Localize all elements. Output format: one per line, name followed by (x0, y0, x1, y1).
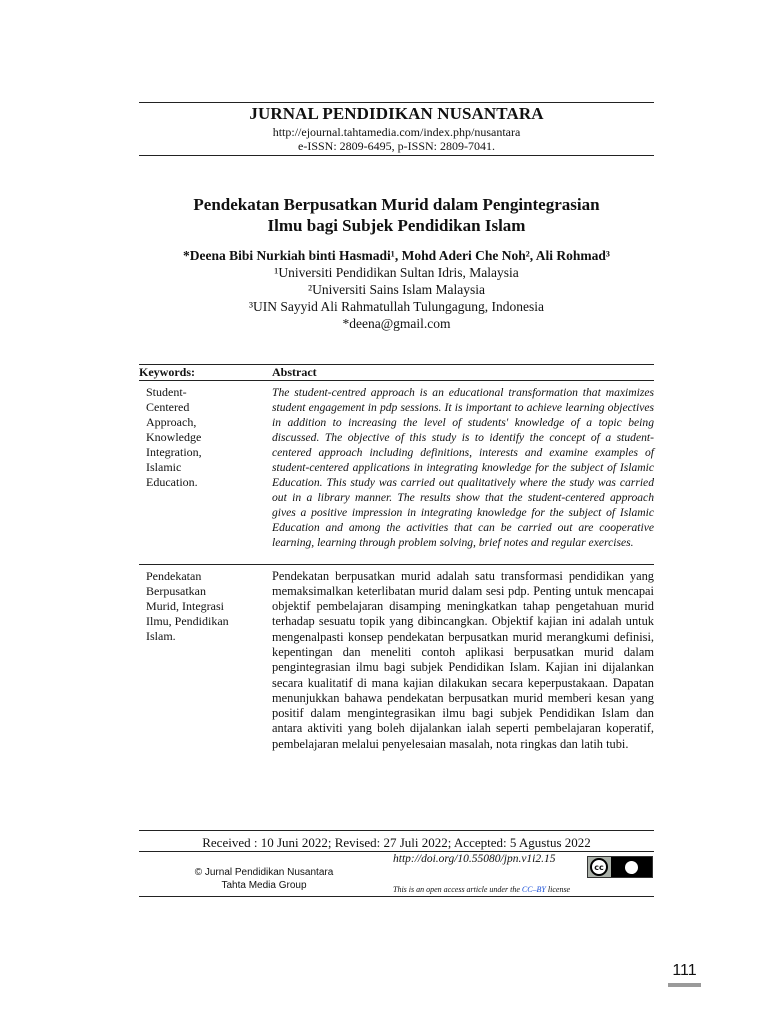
keyword-line: Murid, Integrasi (146, 598, 224, 613)
keyword-line: Education. (146, 475, 198, 489)
received-bottom-rule (139, 851, 654, 852)
keyword-line: Approach, (146, 415, 197, 429)
license-suffix: license (545, 885, 571, 894)
article-title-line: Ilmu bagi Subjek Pendidikan Islam (267, 216, 526, 235)
publisher-name: Tahta Media Group (221, 880, 307, 891)
page-number: 111 (672, 962, 697, 979)
affiliation: ²Universiti Sains Islam Malaysia (308, 282, 485, 297)
table-row-malay (139, 564, 654, 752)
corresponding-email[interactable]: *deena@gmail.com (342, 316, 451, 331)
license-link[interactable]: CC–BY (521, 885, 546, 894)
abstract-header: Abstract (272, 365, 317, 379)
keyword-line: Islamic (146, 460, 182, 474)
keyword-line: Centered (146, 400, 190, 414)
keyword-line: Ilmu, Pendidikan (146, 613, 229, 628)
abstract-malay: Pendekatan berpusatkan murid adalah satu transformasi pendidikan yang memaksimalkan keterlibatan murid dalam sesi pdp. Penting untuk mencapai objektif pembelajaran disamping meningkatkan tahap pengetahuan murid terhadap sesuatu topik yang dibincangkan. Objektif kajian ini adalah untuk mengenalpasti konsep pendekatan berpusatkan murid merangkumi definisi, kepentingan dan meneliti contoh aplikasi berpusatkan murid dalam pengintegrasian ilmu bagi subjek Pendidikan Islam. Kajian ini dijalankan secara kualitatif di mana kajian dilakukan secara keperpustakaan. Dapatan menunjukkan bahawa pendekatan berpusatkan murid memberi kesan yang positif dalam mengintegrasikan ilmu bagi subjek Pendidikan Islam dan antara aktiviti yang boleh dijalankan ialah seperti pembelajaran koperatif, pembelajaran melalui penyelesaian masalah, nota ringkas dan latih tubi. (272, 564, 654, 752)
affiliation: ¹Universiti Pendidikan Sultan Idris, Malaysia (274, 265, 519, 280)
page-number-bar (668, 983, 701, 987)
keyword-line: Islam. (146, 628, 176, 643)
keywords-malay (139, 564, 272, 752)
author-names: *Deena Bibi Nurkiah binti Hasmadi¹, Mohd Aderi Che Noh², Ali Rohmad³ (183, 248, 610, 263)
table-spacer-row (139, 550, 654, 564)
attribution-person-icon (625, 861, 638, 874)
keyword-line: Berpusatkan (146, 583, 206, 598)
cc-icon: cc (590, 858, 608, 876)
table-row-english (139, 381, 654, 551)
author-block (139, 247, 654, 332)
footer-bottom-rule (139, 896, 654, 897)
article-title (139, 194, 654, 236)
journal-url[interactable]: http://ejournal.tahtamedia.com/index.php/nusantara (272, 125, 521, 139)
affiliation: ³UIN Sayyid Ali Rahmatullah Tulungagung, Indonesia (248, 299, 545, 314)
keywords-english (139, 381, 272, 551)
article-title-line: Pendekatan Berpusatkan Murid dalam Pengintegrasian (193, 195, 600, 214)
journal-title: JURNAL PENDIDIKAN NUSANTARA (249, 104, 544, 123)
header-top-rule (139, 102, 654, 103)
keywords-header: Keywords: (139, 365, 195, 379)
keyword-line: Student- (146, 385, 187, 399)
table-header-row (139, 365, 654, 381)
header-bottom-rule (139, 155, 654, 156)
keyword-line: Pendekatan (146, 568, 202, 583)
license-statement (393, 885, 570, 894)
license-prefix: This is an open access article under the (393, 885, 522, 894)
received-top-rule (139, 830, 654, 831)
by-icon (611, 857, 652, 877)
copyright-line: © Jurnal Pendidikan Nusantara (194, 867, 334, 878)
keyword-line: Integration, (146, 445, 202, 459)
cc-by-license-icon[interactable] (587, 856, 653, 878)
received-dates: Received : 10 Juni 2022; Revised: 27 Juli 2022; Accepted: 5 Agustus 2022 (202, 835, 591, 850)
doi-link[interactable]: http://doi.org/10.55080/jpn.v1i2.15 (393, 853, 556, 865)
keywords-abstract-table (139, 364, 654, 752)
keyword-line: Knowledge (146, 430, 202, 444)
journal-issn: e-ISSN: 2809-6495, p-ISSN: 2809-7041. (298, 139, 495, 153)
abstract-english: The student-centred approach is an educational transformation that maximizes student engagement in pdp sessions. It is important to achieve learning objectives in addition to increasing the level of students' knowledge of a topic being discussed. The objective of this study is to identify the concept of a student-centered approach including definitions, interests and examine examples of student-centered applications in integrating knowledge for the subject of Islamic Education. This study was carried out qualitatively where the study was carried out in a library manner. The results show that the student-centered approach gives a positive impression in integrating knowledge for the subject of Islamic Education and among the activities that can be carried out are cooperative learning, learning through problem solving, brief notes and regular exercises. (272, 386, 654, 549)
copyright-notice (139, 866, 389, 892)
